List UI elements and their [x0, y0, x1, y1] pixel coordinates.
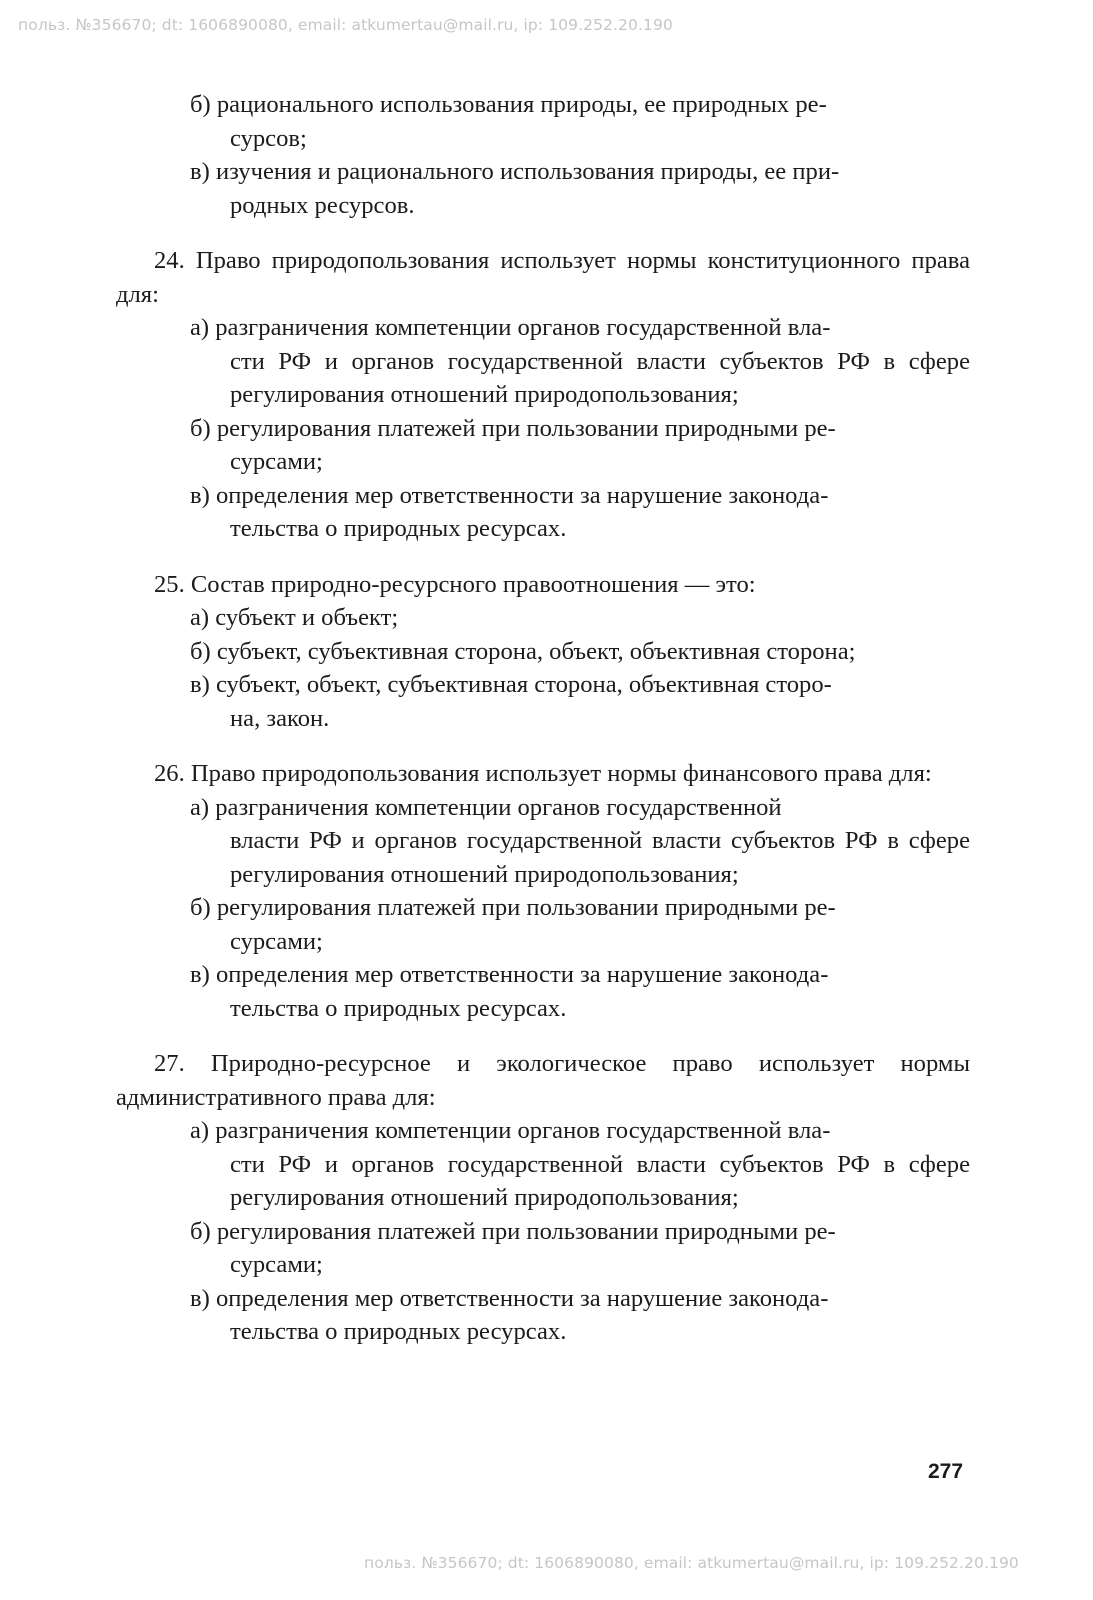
question-24-options — [116, 311, 970, 546]
watermark-top: польз. №356670; dt: 1606890080, email: atkumertau@mail.ru, ip: 109.252.20.190 — [18, 16, 673, 34]
question-26: 26. Право природопользования использует нормы финансового права для: — [154, 760, 932, 787]
option-b — [190, 891, 970, 958]
option-line: б) субъект, субъективная сторона, объект, объективная сторона; — [190, 637, 856, 665]
option-line: в) субъект, объект, субъективная сторона, объективная сторо- — [190, 671, 832, 698]
option-v — [190, 668, 970, 735]
option-continuation: власти РФ и органов государственной власти субъектов РФ в сфере регулирования отношений природопользования; — [230, 827, 970, 888]
option-continuation: сурсами; — [230, 927, 323, 955]
option-b — [190, 88, 970, 155]
option-line: в) изучения и рационального использования природы, ее при- — [190, 158, 840, 185]
question-26-options — [116, 791, 970, 1026]
option-b — [190, 635, 970, 669]
option-v — [190, 479, 970, 546]
option-line: б) регулирования платежей при пользовании природными ре- — [190, 1217, 836, 1245]
question-25-options — [116, 601, 970, 735]
option-b — [190, 1215, 970, 1282]
option-v — [190, 958, 970, 1025]
question-27: 27. Природно-ресурсное и экологическое право использует нормы административного права для: — [116, 1050, 970, 1111]
option-line: а) субъект и объект; — [190, 604, 399, 631]
option-line: в) определения мер ответственности за нарушение законода- — [190, 1284, 829, 1312]
option-continuation: на, закон. — [230, 704, 330, 732]
option-continuation: сурсами; — [230, 448, 323, 475]
watermark-bottom: польз. №356670; dt: 1606890080, email: atkumertau@mail.ru, ip: 109.252.20.190 — [364, 1554, 1019, 1572]
option-line: в) определения мер ответственности за нарушение законода- — [190, 481, 829, 509]
option-a — [190, 601, 970, 635]
question-25: 25. Состав природно-ресурсного правоотношения — это: — [154, 570, 756, 598]
option-line: б) регулирования платежей при пользовании природными ре- — [190, 414, 836, 442]
option-continuation: тельства о природных ресурсах. — [230, 994, 567, 1022]
option-v — [190, 155, 970, 222]
option-line: а) разграничения компетенции органов государственной вла- — [190, 314, 831, 341]
option-continuation: сти РФ и органов государственной власти субъектов РФ в сфере регулирования отношений природопользования; — [230, 1150, 970, 1211]
question-27-options — [116, 1114, 970, 1349]
option-line: б) рационального использования природы, ее природных ре- — [190, 91, 827, 118]
option-b — [190, 412, 970, 479]
option-line: б) регулирования платежей при пользовании природными ре- — [190, 894, 836, 921]
option-continuation: сурсами; — [230, 1251, 323, 1278]
option-a — [190, 311, 970, 412]
option-continuation: сти РФ и органов государственной власти субъектов РФ в сфере регулирования отношений природопользования; — [230, 347, 970, 408]
option-a — [190, 791, 970, 892]
page-content — [116, 88, 970, 1349]
question-24: 24. Право природопользования использует нормы конституционного права для: — [116, 247, 970, 308]
option-line: в) определения мер ответственности за нарушение законода- — [190, 961, 829, 988]
option-continuation: тельства о природных ресурсах. — [230, 1318, 567, 1345]
option-a — [190, 1114, 970, 1215]
continued-options — [116, 88, 970, 222]
option-continuation: сурсов; — [230, 124, 307, 152]
option-continuation: тельства о природных ресурсах. — [230, 515, 567, 542]
option-continuation: родных ресурсов. — [230, 191, 415, 219]
option-line: а) разграничения компетенции органов государственной — [190, 793, 782, 821]
option-v — [190, 1282, 970, 1349]
option-line: а) разграничения компетенции органов государственной вла- — [190, 1117, 831, 1144]
page-number: 277 — [928, 1460, 964, 1483]
